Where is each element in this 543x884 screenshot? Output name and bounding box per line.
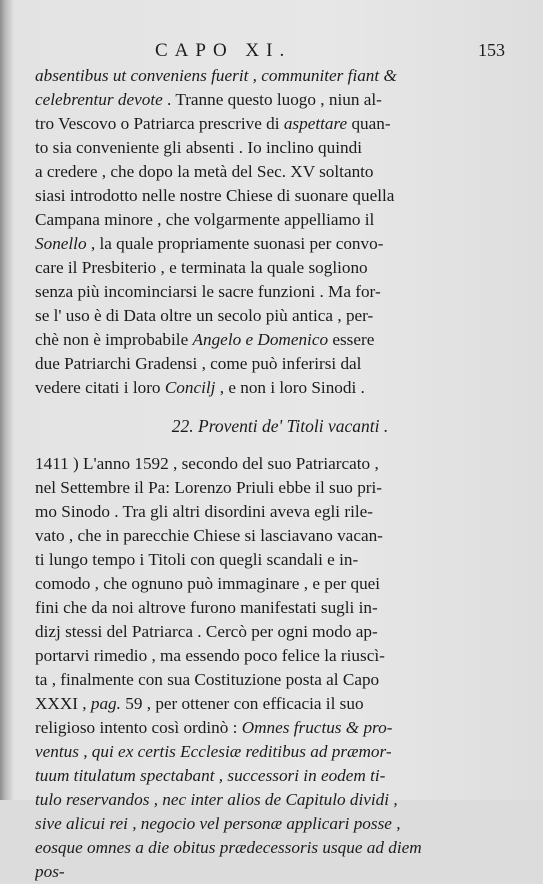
italic-text: tuum titulatum spectabant , successori in eodem ti- bbox=[35, 766, 386, 785]
text-line bbox=[35, 740, 505, 764]
text-line bbox=[35, 452, 505, 476]
italic-text: pos- bbox=[35, 862, 65, 881]
text-line bbox=[35, 668, 505, 692]
italic-text: aspettare bbox=[283, 114, 348, 133]
text-line bbox=[35, 88, 505, 112]
text-line bbox=[35, 256, 505, 280]
text-run: se l' uso è di Data oltre un secolo più antica , per- bbox=[35, 306, 374, 325]
text-line bbox=[35, 860, 505, 884]
text-run: tro Vescovo o Patriarca prescrive di bbox=[35, 114, 284, 133]
text-run: XXXI , bbox=[35, 694, 91, 713]
italic-text: eosque omnes a die obitus prædecessoris usque ad diem bbox=[35, 838, 422, 857]
text-run: quan- bbox=[347, 114, 391, 133]
text-run: religioso intento così ordinò : bbox=[35, 718, 242, 737]
text-line bbox=[35, 692, 505, 716]
page-number: 153 bbox=[478, 40, 505, 60]
text-line bbox=[35, 232, 505, 256]
text-run: vedere citati i loro bbox=[35, 378, 165, 397]
italic-text: ventus , qui ex certis Ecclesiæ reditibus ad præmor- bbox=[35, 742, 392, 761]
text-run: siasi introdotto nelle nostre Chiese di suonare quella bbox=[35, 186, 395, 205]
text-line bbox=[35, 352, 505, 376]
text-line bbox=[35, 836, 505, 860]
text-line bbox=[35, 620, 505, 644]
paragraph-continuation bbox=[35, 64, 505, 400]
text-run: . Tranne questo luogo , niun al- bbox=[162, 90, 382, 109]
running-head: CAPO XI. bbox=[155, 40, 292, 61]
paragraph-1411 bbox=[35, 452, 505, 884]
text-run: mo Sinodo . Tra gli altri disordini aveva egli rile- bbox=[35, 502, 373, 521]
page-header bbox=[35, 38, 505, 64]
text-run: nel Settembre il Pa: Lorenzo Priuli ebbe il suo pri- bbox=[35, 478, 383, 497]
text-line bbox=[35, 764, 505, 788]
italic-text: Angelo e Domenico bbox=[192, 330, 329, 349]
text-line bbox=[35, 524, 505, 548]
text-line bbox=[35, 572, 505, 596]
text-line bbox=[35, 644, 505, 668]
italic-text: Omnes fructus & pro- bbox=[241, 718, 393, 737]
text-line bbox=[35, 208, 505, 232]
text-run: portarvi rimedio , ma essendo poco felice la riuscì- bbox=[35, 646, 385, 665]
text-run: dizj stessi del Patriarca . Cercò per ogni modo ap- bbox=[35, 622, 378, 641]
text-run: due Patriarchi Gradensi , come può inferirsi dal bbox=[35, 354, 362, 373]
text-run: Campana minore , che volgarmente appelliamo il bbox=[35, 210, 375, 229]
text-run: vato , che in parecchie Chiese si lasciavano vacan- bbox=[35, 526, 383, 545]
page-text bbox=[35, 38, 505, 884]
italic-text: pag. bbox=[90, 694, 121, 713]
text-line bbox=[35, 788, 505, 812]
text-line bbox=[35, 596, 505, 620]
text-line bbox=[35, 112, 505, 136]
text-line bbox=[35, 812, 505, 836]
text-line bbox=[35, 304, 505, 328]
italic-text: tulo reservandos , nec inter alios de Capitulo dividi , bbox=[35, 790, 398, 809]
section-heading: 22. Proventi de' Titoli vacanti . bbox=[171, 416, 389, 436]
text-run: to sia conveniente gli absenti . Io inclino quindi bbox=[35, 138, 362, 157]
text-run: fini che da noi altrove furono manifestati sugli in- bbox=[35, 598, 378, 617]
text-run: 1411 ) L'anno 1592 , secondo del suo Patriarcato , bbox=[35, 454, 379, 473]
text-run: 59 , per ottener con efficacia il suo bbox=[120, 694, 364, 713]
italic-text: celebrentur devote bbox=[35, 90, 163, 109]
italic-text: Concilj bbox=[164, 378, 216, 397]
text-run: senza più incominciarsi le sacre funzioni . Ma for- bbox=[35, 282, 381, 301]
text-line bbox=[35, 376, 505, 400]
text-line bbox=[35, 64, 505, 88]
text-line bbox=[35, 136, 505, 160]
italic-text: sive alicui rei , negocio vel personæ applicari posse , bbox=[35, 814, 401, 833]
text-line bbox=[35, 716, 505, 740]
text-line bbox=[35, 280, 505, 304]
text-line bbox=[35, 328, 505, 352]
text-run: ta , finalmente con sua Costituzione posta al Capo bbox=[35, 670, 380, 689]
italic-text: Sonello bbox=[35, 234, 87, 253]
text-run: a credere , che dopo la metà del Sec. XV soltanto bbox=[35, 162, 374, 181]
text-line bbox=[35, 548, 505, 572]
text-run: essere bbox=[328, 330, 375, 349]
text-line bbox=[35, 476, 505, 500]
text-run: , la quale propriamente suonasi per convo- bbox=[86, 234, 384, 253]
text-line bbox=[35, 500, 505, 524]
text-run: care il Presbiterio , e terminata la quale sogliono bbox=[35, 258, 368, 277]
text-run: comodo , che ognuno può immaginare , e per quei bbox=[35, 574, 381, 593]
text-run: chè non è improbabile bbox=[35, 330, 193, 349]
text-run: ti lungo tempo i Titoli con quegli scandali e in- bbox=[35, 550, 359, 569]
text-line bbox=[35, 184, 505, 208]
italic-text: absentibus ut conveniens fuerit , communiter fiant & bbox=[35, 66, 397, 85]
text-line bbox=[35, 160, 505, 184]
text-run: , e non i loro Sinodi . bbox=[215, 378, 365, 397]
